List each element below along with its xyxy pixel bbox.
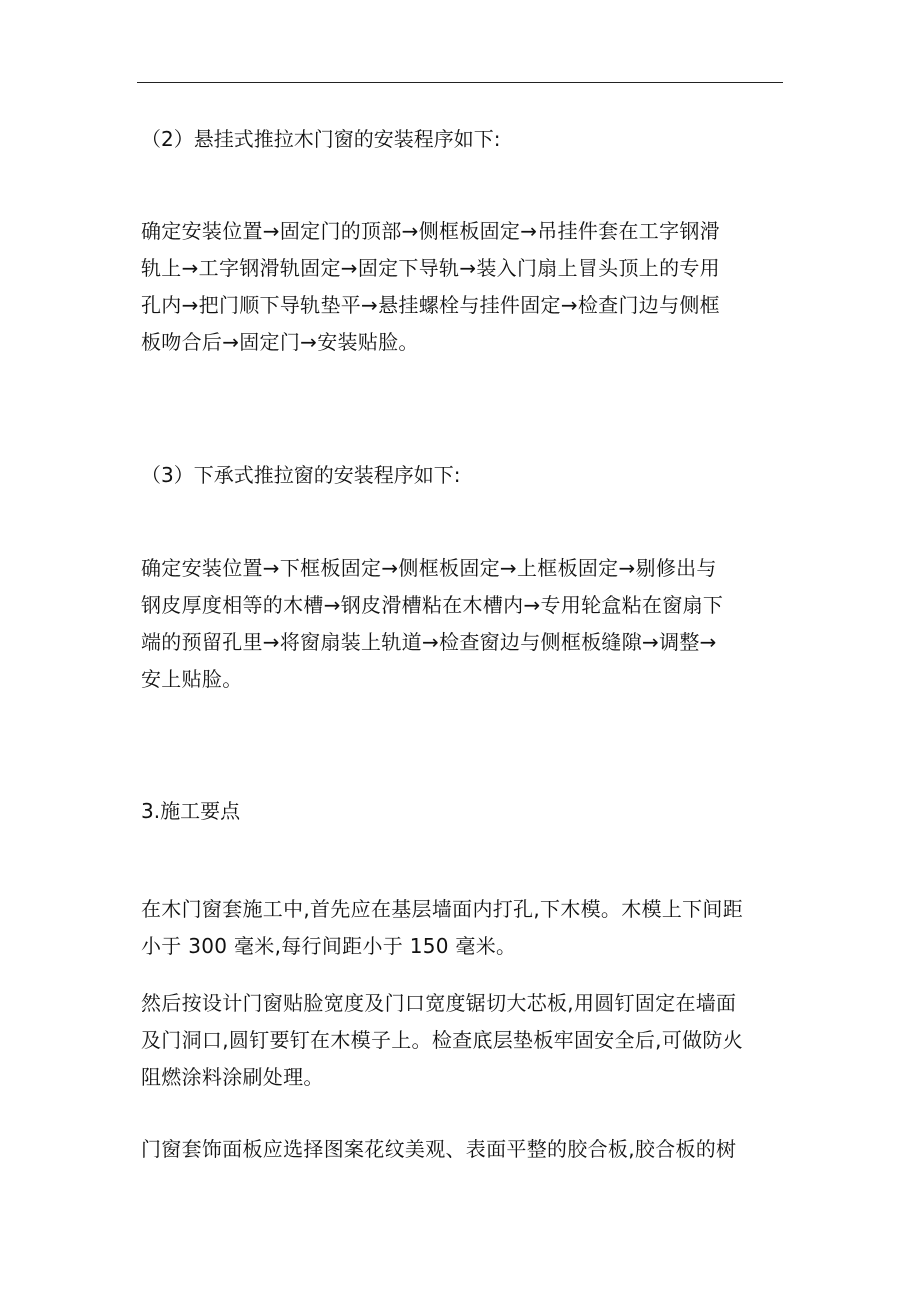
subheading-hanging-sliding-door: （2）悬挂式推拉木门窗的安装程序如下: (141, 127, 501, 151)
section-title-construction-points: 3.施工要点 (141, 799, 241, 823)
paragraph-hanging-door-steps: 确定安装位置→固定门的顶部→侧框板固定→吊挂件套在工字钢滑 轨上→工字钢滑轨固定→固定下导轨→装入门扇上冒头顶上的专用 孔内→把门顺下导轨垫平→悬挂螺栓与挂件固定→检查门边与侧框 板吻合后→固定门→安装贴脸。 (141, 219, 720, 354)
subheading-bottom-supported-window: （3）下承式推拉窗的安装程序如下: (141, 463, 461, 487)
header-rule (137, 82, 783, 83)
paragraph-bottom-window-steps: 确定安装位置→下框板固定→侧框板固定→上框板固定→剔修出与 钢皮厚度相等的木槽→钢皮滑槽粘在木槽内→专用轮盒粘在窗扇下 端的预留孔里→将窗扇装上轨道→检查窗边与侧框板缝隙→调整→ 安上贴脸。 (141, 556, 724, 691)
paragraph-plywood-cutting: 然后按设计门窗贴脸宽度及门口宽度锯切大芯板,用圆钉固定在墙面 及门洞口,圆钉要钉在木模子上。检查底层垫板牢固安全后,可做防火 阻燃涂料涂刷处理。 (141, 991, 744, 1089)
paragraph-wood-mold: 在木门窗套施工中,首先应在基层墙面内打孔,下木模。木模上下间距 小于 300 毫米,每行间距小于 150 毫米。 (141, 897, 744, 958)
paragraph-veneer-selection: 门窗套饰面板应选择图案花纹美观、表面平整的胶合板,胶合板的树 (141, 1137, 737, 1161)
